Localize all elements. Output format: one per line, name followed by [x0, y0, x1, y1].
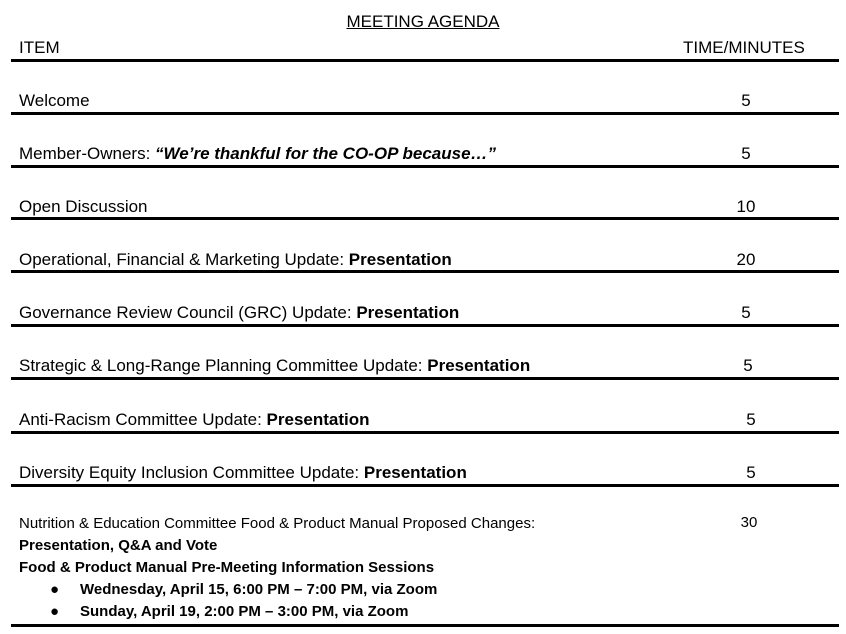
- agenda-row-presentation: Presentation: [266, 410, 370, 429]
- agenda-row-time: 5: [743, 356, 753, 375]
- row-rule: [11, 484, 839, 487]
- agenda-row-member-owners: [19, 144, 496, 164]
- agenda-row-time: 5: [746, 463, 756, 482]
- agenda-row-time: 20: [736, 250, 756, 269]
- agenda-title: MEETING AGENDA: [346, 12, 500, 31]
- agenda-row-label: Governance Review Council (GRC) Update:: [19, 303, 357, 322]
- agenda-row-governance: [19, 303, 459, 323]
- agenda-row-strategic: [19, 356, 530, 376]
- agenda-row-time: 5: [741, 144, 751, 163]
- agenda-row-operational: [19, 250, 452, 270]
- agenda-row-time: 5: [741, 303, 751, 322]
- agenda-row-presentation: Presentation: [348, 250, 452, 269]
- agenda-row-time: 5: [746, 410, 756, 429]
- row-rule: [11, 217, 839, 220]
- row-rule: [11, 112, 839, 115]
- header-rule: [11, 59, 839, 62]
- agenda-row-label: Member-Owners:: [19, 144, 156, 163]
- agenda-row-time: 5: [741, 91, 751, 110]
- agenda-row-presentation: Presentation: [363, 463, 467, 482]
- session-item: [50, 603, 408, 620]
- session-item: [50, 581, 437, 598]
- agenda-row-presentation: Presentation: [427, 356, 531, 375]
- session-text: Wednesday, April 15, 6:00 PM – 7:00 PM, via Zoom: [80, 581, 438, 598]
- agenda-row-label: Strategic & Long-Range Planning Committee Update:: [19, 356, 428, 375]
- agenda-row-label: Open Discussion: [19, 197, 148, 216]
- agenda-row-label: Welcome: [19, 91, 90, 110]
- agenda-row-diversity: [19, 463, 467, 483]
- row-rule: [11, 165, 839, 168]
- column-header-item: ITEM: [19, 38, 60, 57]
- row-rule: [11, 624, 839, 627]
- agenda-row-quote: “We’re thankful for the CO-OP because…”: [155, 144, 497, 163]
- column-header-time: TIME/MINUTES: [683, 38, 805, 57]
- session-text: Sunday, April 19, 2:00 PM – 3:00 PM, via Zoom: [80, 603, 409, 620]
- row-rule: [11, 270, 839, 273]
- agenda-row-anti-racism: [19, 410, 370, 430]
- agenda-row-label: Nutrition & Education Committee Food & Product Manual Proposed Changes:: [19, 515, 536, 532]
- sessions-heading: Food & Product Manual Pre-Meeting Information Sessions: [19, 559, 435, 576]
- row-rule: [11, 431, 839, 434]
- agenda-row-subtitle: Presentation, Q&A and Vote: [19, 537, 218, 554]
- bullet-icon: ●: [50, 603, 60, 620]
- row-rule: [11, 377, 839, 380]
- bullet-icon: ●: [50, 581, 60, 598]
- agenda-row-time: 30: [740, 514, 758, 531]
- agenda-row-time: 10: [736, 197, 756, 216]
- agenda-row-label: Operational, Financial & Marketing Update:: [19, 250, 349, 269]
- agenda-row-label: Diversity Equity Inclusion Committee Update:: [19, 463, 364, 482]
- agenda-row-presentation: Presentation: [356, 303, 460, 322]
- row-rule: [11, 324, 839, 327]
- agenda-row-label: Anti-Racism Committee Update:: [19, 410, 267, 429]
